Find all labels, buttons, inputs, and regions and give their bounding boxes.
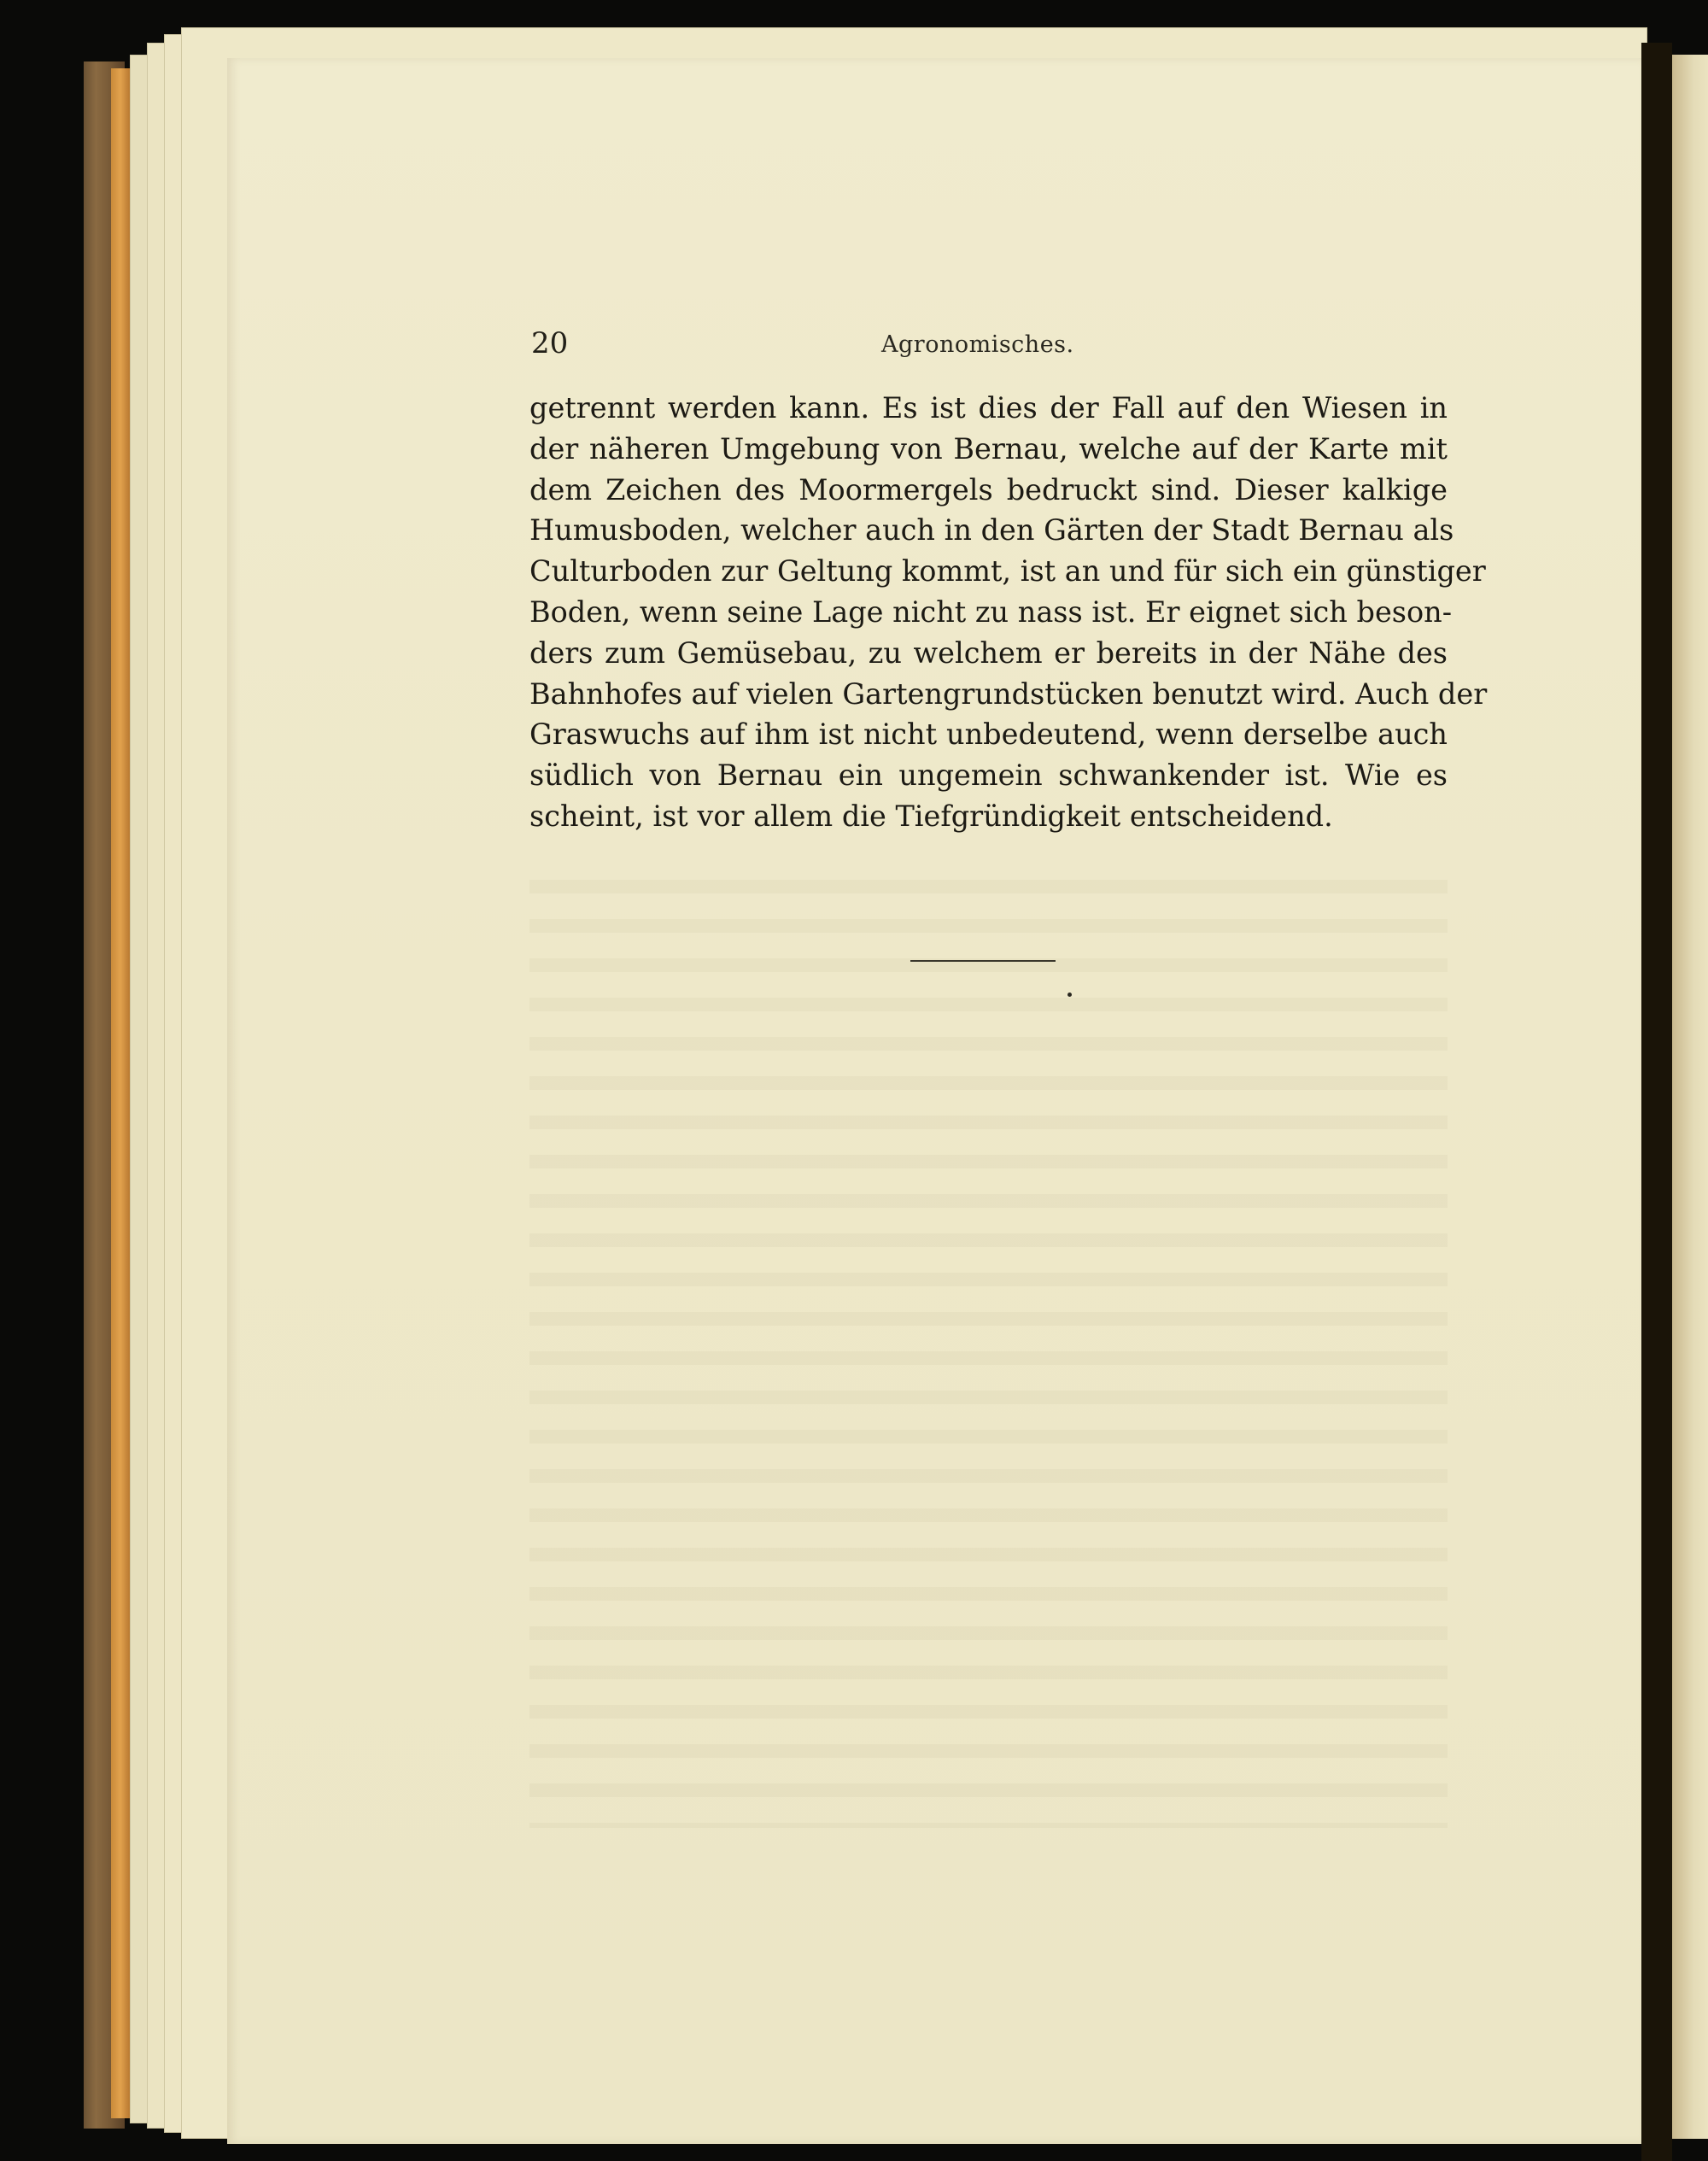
text-line: getrennt werden kann. Es ist dies der Fall auf den Wiesen in xyxy=(529,391,1448,425)
text-line: der näheren Umgebung von Bernau, welche auf der Karte mit xyxy=(529,431,1448,466)
text-line: ders zum Gemüsebau, zu welchem er bereits in der Nähe des xyxy=(529,635,1448,670)
text-line: Graswuchs auf ihm ist nicht unbedeutend, wenn derselbe auch xyxy=(529,717,1448,752)
running-head-title: Agronomisches. xyxy=(881,331,1074,358)
binding-edge xyxy=(111,68,130,2118)
text-line: scheint, ist vor allem die Tiefgründigkeit entscheidend. xyxy=(529,799,1333,833)
page-number: 20 xyxy=(531,326,569,360)
text-line: südlich von Bernau ein ungemein schwankender ist. Wie es xyxy=(529,758,1448,793)
text-line: dem Zeichen des Moormergels bedruckt sind. Dieser kalkige xyxy=(529,472,1448,507)
running-head xyxy=(531,326,1449,378)
body-paragraph xyxy=(529,388,1488,837)
show-through-texture xyxy=(529,854,1448,1828)
end-rule xyxy=(910,960,1056,962)
gutter-shadow xyxy=(1641,43,1672,2161)
text-line: Culturboden zur Geltung kommt, ist an und für sich ein günstiger xyxy=(529,554,1486,589)
facing-page-edge xyxy=(1672,55,1708,2139)
ink-speck xyxy=(1068,993,1072,997)
text-line: Humusboden, welcher auch in den Gärten der Stadt Bernau als xyxy=(529,513,1454,548)
text-line: Boden, wenn seine Lage nicht zu nass ist. Er eignet sich beson- xyxy=(529,594,1453,629)
text-line: Bahnhofes auf vielen Gartengrundstücken benutzt wird. Auch der xyxy=(529,676,1488,711)
